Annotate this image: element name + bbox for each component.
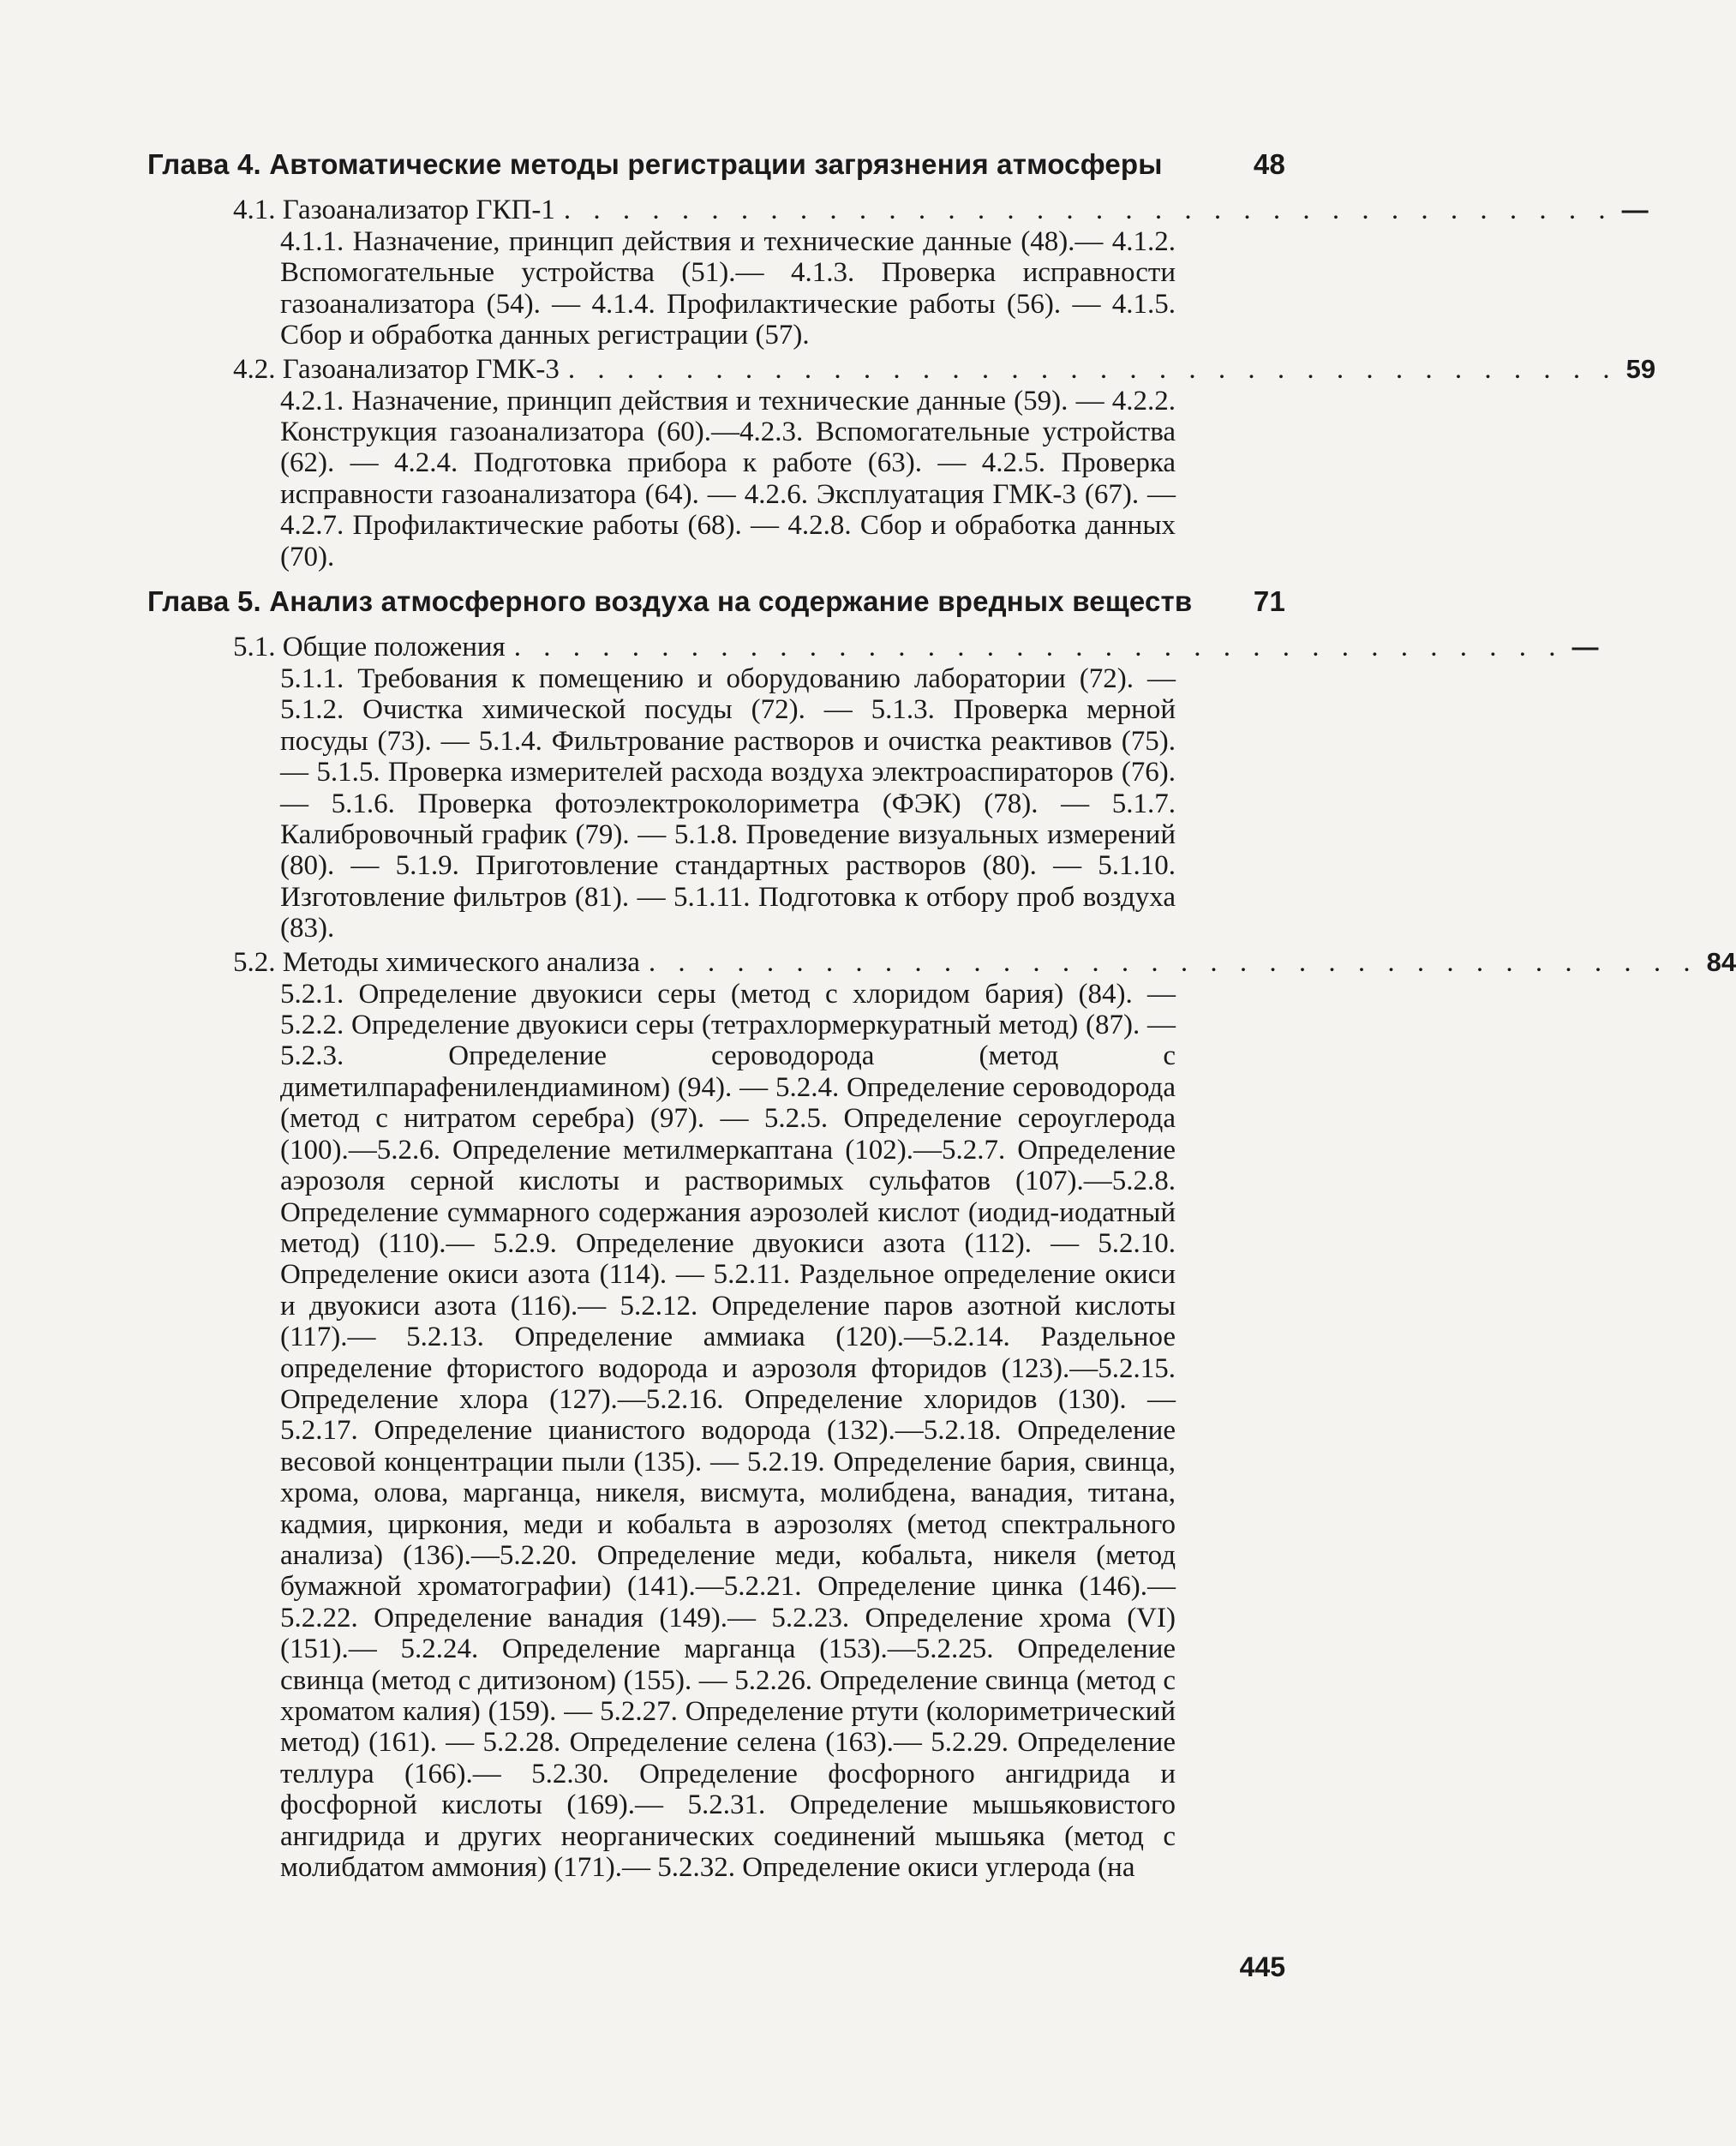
dot-leader: . . . . . . . . . . . . . . . . . . . . . . . . . . . . . . . . . . . .: [648, 946, 1698, 978]
section-title: 5.2. Методы химического анализа: [233, 946, 640, 978]
section-heading: [233, 194, 1649, 226]
page-number: 445: [1239, 1951, 1285, 1982]
chapter-4: [147, 147, 1656, 572]
section-title: 4.2. Газоанализатор ГМК-3: [233, 353, 560, 385]
section-contents: 4.2.1. Назначение, принцип действия и технические данные (59). — 4.2.2. Конструкция газоанализатора (60).—4.2.3. Вспомогательные устройства (62). — 4.2.4. Подготовка прибора к работе (63). — 4.2.5. Проверка исправности газоанализатора (64). — 4.2.6. Эксплуатация ГМК-3 (67). — 4.2.7. Профилактические работы (68). — 4.2.8. Сбор и обработка данных (70).: [280, 385, 1176, 572]
dot-leader: . . . . . . . . . . . . . . . . . . . . . . . . . . . . . . . . . . . .: [567, 353, 1618, 385]
section-contents: 5.1.1. Требования к помещению и оборудованию лаборатории (72). — 5.1.2. Очистка химической посуды (72). — 5.1.3. Проверка мерной посуды (73). — 5.1.4. Фильтрование растворов и очистка реактивов (75). — 5.1.5. Проверка измерителей расхода воздуха электроаспираторов (76). — 5.1.6. Проверка фотоэлектроколориметра (ФЭК) (78). — 5.1.7. Калибровочный график (79). — 5.1.8. Проведение визуальных измерений (80). — 5.1.9. Приготовление стандартных растворов (80). — 5.1.10. Изготовление фильтров (81). — 5.1.11. Подготовка к отбору проб воздуха (83).: [280, 663, 1176, 944]
chapter-title: Глава 4. Автоматические методы регистрации загрязнения атмосферы: [147, 148, 1163, 180]
section-heading: [233, 353, 1656, 386]
dot-leader: . . . . . . . . . . . . . . . . . . . . . . . . . . . . . . . . . . . .: [513, 632, 1564, 662]
dot-leader: . . . . . . . . . . . . . . . . . . . . . . . . . . . . . . . . . . . .: [563, 195, 1613, 225]
chapter-page-number: 48: [1253, 148, 1285, 180]
chapter-title: Глава 5. Анализ атмосферного воздуха на содержание вредных веществ: [147, 585, 1193, 617]
chapter-5: [147, 584, 1736, 1884]
chapter-heading: [147, 147, 1285, 182]
section-4-2: [233, 353, 1656, 572]
section-heading: [233, 946, 1736, 979]
section-page-number: 59: [1625, 353, 1656, 384]
section-5-1: [233, 631, 1599, 944]
section-contents: 4.1.1. Назначение, принцип действия и технические данные (48).— 4.1.2. Вспомогательные устройства (51).— 4.1.3. Проверка исправности газоанализатора (54). — 4.1.4. Профилактические работы (56). — 4.1.5. Сбор и обработка данных регистрации (57).: [280, 226, 1176, 351]
section-page-number: —: [1621, 195, 1649, 225]
section-contents: 5.2.1. Определение двуокиси серы (метод с хлоридом бария) (84). — 5.2.2. Определение двуокиси серы (тетрахлормеркуратный метод) (87). — 5.2.3. Определение сероводорода (метод с диметилпарафенилендиамином) (94). — 5.2.4. Определение сероводорода (метод с нитратом серебра) (97). — 5.2.5. Определение сероуглерода (100).—5.2.6. Определение метилмеркаптана (102).—5.2.7. Определение аэрозоля серной кислоты и растворимых сульфатов (107).—5.2.8. Определение суммарного содержания аэрозолей кислот (иодид-иодатный метод) (110).— 5.2.9. Определение двуокиси азота (112). — 5.2.10. Определение окиси азота (114). — 5.2.11. Раздельное определение окиси и двуокиси азота (116).— 5.2.12. Определение паров азотной кислоты (117).— 5.2.13. Определение аммиака (120).—5.2.14. Раздельное определение фтористого водорода и аэрозоля фторидов (123).—5.2.15. Определение хлора (127).—5.2.16. Определение хлоридов (130). — 5.2.17. Определение цианистого водорода (132).—5.2.18. Определение весовой концентрации пыли (135). — 5.2.19. Определение бария, свинца, хрома, олова, марганца, никеля, висмута, молибдена, ванадия, титана, кадмия, циркония, меди и кобальта в аэрозолях (метод спектрального анализа) (136).—5.2.20. Определение меди, кобальта, никеля (метод бумажной хроматографии) (141).—5.2.21. Определение цинка (146).—5.2.22. Определение ванадия (149).— 5.2.23. Определение хрома (VI) (151).— 5.2.24. Определение марганца (153).—5.2.25. Определение свинца (метод с дитизоном) (155). — 5.2.26. Определение свинца (метод с хроматом калия) (159). — 5.2.27. Определение ртути (колориметрический метод) (161). — 5.2.28. Определение селена (163).— 5.2.29. Определение теллура (166).— 5.2.30. Определение фосфорного ангидрида и фосфорной кислоты (169).— 5.2.31. Определение мышьяковистого ангидрида и других неорганических соединений мышьяка (метод с молибдатом аммония) (171).— 5.2.32. Определение окиси углерода (на: [280, 978, 1176, 1884]
section-page-number: —: [1571, 632, 1599, 662]
section-title: 5.1. Общие положения: [233, 632, 506, 662]
section-5-2: [233, 946, 1736, 1884]
section-4-1: [233, 194, 1649, 351]
section-title: 4.1. Газоанализатор ГКП-1: [233, 195, 555, 225]
chapter-heading: [147, 584, 1285, 619]
section-page-number: 84: [1706, 946, 1736, 977]
chapter-page-number: 71: [1253, 585, 1285, 617]
section-heading: [233, 631, 1599, 663]
